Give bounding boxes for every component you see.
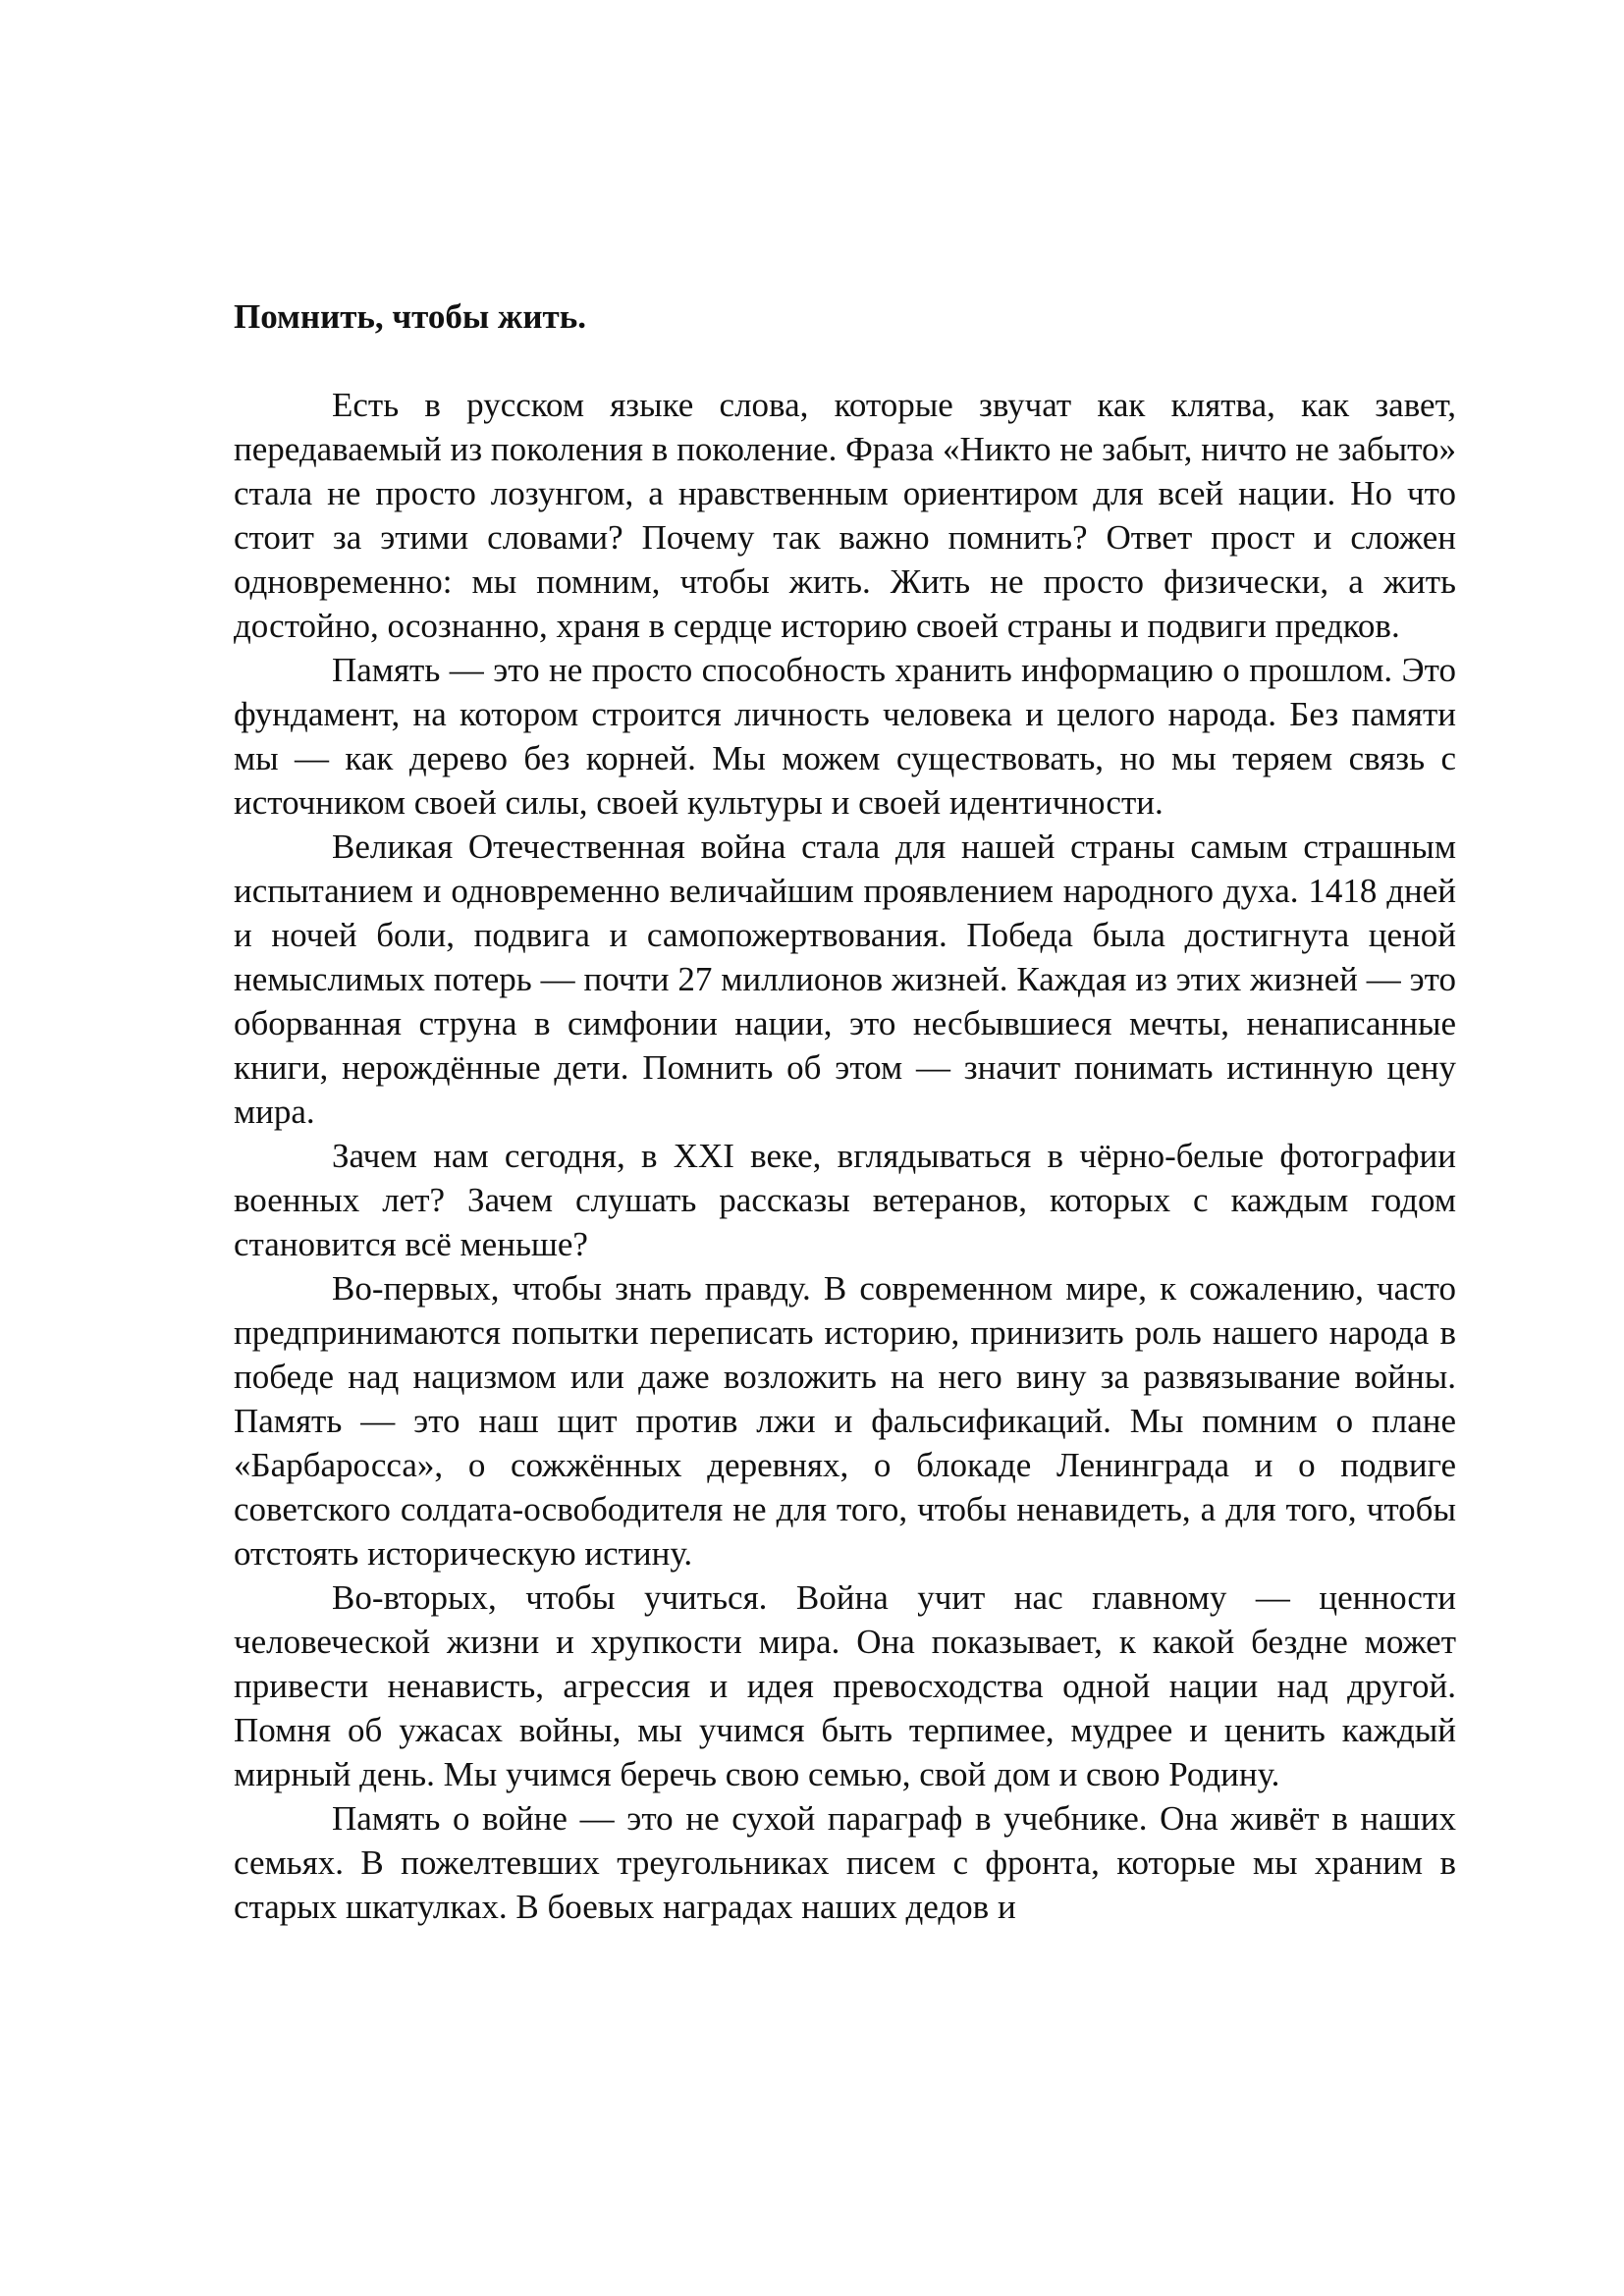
paragraph-1: Есть в русском языке слова, которые звучат как клятва, как завет, передаваемый из поколения в поколение. Фраза «Никто не забыт, ничто не забыто» стала не просто лозунгом, а нравственным ориентиром для всей нации. Но что стоит за этими словами? Почему так важно помнить? Ответ прост и сложен одновременно: мы помним, чтобы жить. Жить не просто физически, а жить достойно, осознанно, храня в сердце историю своей страны и подвиги предков. (234, 386, 1456, 645)
paragraph-7: Память о войне — это не сухой параграф в учебнике. Она живёт в наших семьях. В пожелтевших треугольниках писем с фронта, которые мы храним в старых шкатулках. В боевых наградах наших дедов и (234, 1799, 1456, 1926)
paragraph-2: Память — это не просто способность хранить информацию о прошлом. Это фундамент, на котором строится личность человека и целого народа. Без памяти мы — как дерево без корней. Мы можем существовать, но мы теряем связь с источником своей силы, своей культуры и своей идентичности. (234, 651, 1456, 822)
document-body (234, 294, 1456, 1929)
paragraph-5: Во-первых, чтобы знать правду. В современном мире, к сожалению, часто предпринимаются попытки переписать историю, принизить роль нашего народа в победе над нацизмом или даже возложить на него вину за развязывание войны. Память — это наш щит против лжи и фальсификаций. Мы помним о плане «Барбаросса», о сожжённых деревнях, о блокаде Ленинграда и о подвиге советского солдата-освободителя не для того, чтобы ненавидеть, а для того, чтобы отстоять историческую истину. (234, 1269, 1456, 1573)
paragraph-3: Великая Отечественная война стала для нашей страны самым страшным испытанием и одновременно величайшим проявлением народного духа. 1418 дней и ночей боли, подвига и самопожертвования. Победа была достигнута ценой немыслимых потерь — почти 27 миллионов жизней. Каждая из этих жизней — это оборванная струна в симфонии нации, это несбывшиеся мечты, ненаписанные книги, нерождённые дети. Помнить об этом — значит понимать истинную цену мира. (234, 828, 1456, 1131)
paragraph-6: Во-вторых, чтобы учиться. Война учит нас главному — ценности человеческой жизни и хрупкости мира. Она показывает, к какой бездне может привести ненависть, агрессия и идея превосходства одной нации над другой. Помня об ужасах войны, мы учимся быть терпимее, мудрее и ценить каждый мирный день. Мы учимся беречь свою семью, свой дом и свою Родину. (234, 1578, 1456, 1793)
paragraph-4: Зачем нам сегодня, в XXI веке, вглядываться в чёрно-белые фотографии военных лет? Зачем слушать рассказы ветеранов, которых с каждым годом становится всё меньше? (234, 1137, 1456, 1263)
document-title: Помнить, чтобы жить. (234, 297, 586, 336)
